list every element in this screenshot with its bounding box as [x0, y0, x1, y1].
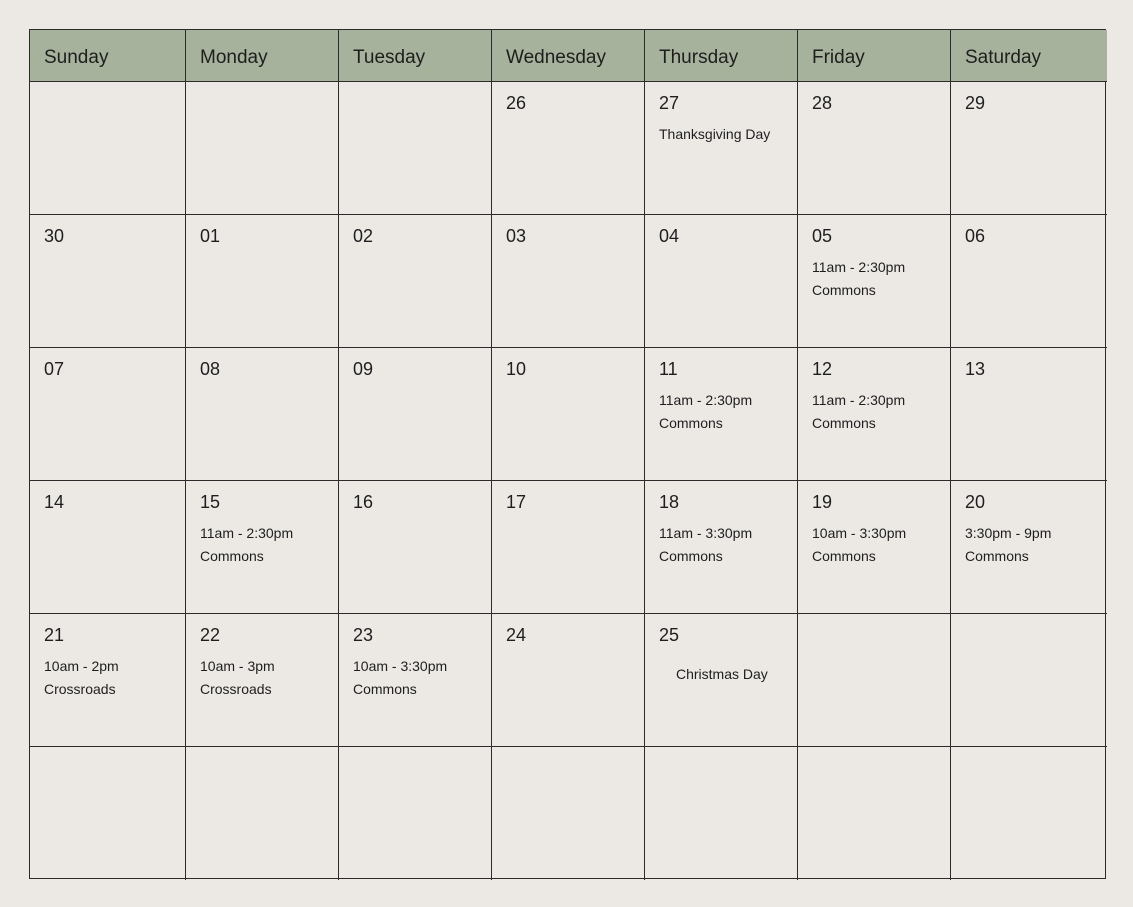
calendar-day-cell[interactable] — [339, 481, 492, 614]
event-location: Commons — [812, 282, 876, 298]
weekday-label: Friday — [812, 47, 865, 68]
event-location: Commons — [353, 681, 417, 697]
event-time: 3:30pm - 9pm — [965, 525, 1052, 541]
calendar-day-cell[interactable] — [951, 614, 1107, 747]
weekday-label: Sunday — [44, 47, 109, 68]
holiday-label: Thanksgiving Day — [659, 126, 771, 142]
event-entry[interactable] — [659, 389, 797, 435]
day-number: 13 — [965, 359, 986, 379]
event-entry[interactable] — [200, 522, 338, 568]
weekday-header-tuesday — [339, 30, 492, 82]
day-number: 02 — [353, 226, 374, 246]
weekday-header-sunday — [30, 30, 186, 82]
calendar-day-cell[interactable] — [339, 82, 492, 215]
event-entry[interactable] — [659, 522, 797, 568]
day-number: 16 — [353, 492, 374, 512]
day-number: 08 — [200, 359, 221, 379]
weekday-label: Saturday — [965, 47, 1042, 68]
day-number: 01 — [200, 226, 221, 246]
day-number: 03 — [506, 226, 527, 246]
event-location: Commons — [965, 548, 1029, 564]
calendar-day-cell[interactable] — [186, 348, 339, 481]
day-number: 10 — [506, 359, 527, 379]
calendar-day-cell[interactable] — [30, 348, 186, 481]
calendar-day-cell[interactable] — [30, 481, 186, 614]
calendar-day-cell[interactable] — [645, 481, 798, 614]
day-number: 18 — [659, 492, 680, 512]
day-number: 12 — [812, 359, 833, 379]
day-number: 27 — [659, 93, 680, 113]
day-number: 25 — [659, 625, 680, 645]
weekday-header-wednesday — [492, 30, 645, 82]
event-entry[interactable] — [812, 389, 950, 435]
event-time: 11am - 3:30pm — [659, 525, 753, 541]
event-time: 11am - 2:30pm — [200, 525, 294, 541]
calendar-day-cell[interactable] — [339, 348, 492, 481]
weekday-label: Monday — [200, 47, 268, 68]
weekday-label: Thursday — [659, 47, 739, 68]
event-location: Crossroads — [44, 681, 116, 697]
calendar-day-cell[interactable] — [645, 614, 798, 747]
calendar-day-cell[interactable] — [492, 481, 645, 614]
event-entry[interactable] — [353, 655, 491, 701]
day-number: 19 — [812, 492, 833, 512]
day-number: 24 — [506, 625, 527, 645]
event-time: 10am - 2pm — [44, 658, 119, 674]
day-number: 11 — [659, 359, 678, 379]
event-entry[interactable] — [200, 655, 338, 701]
event-entry[interactable] — [812, 256, 950, 302]
event-location: Commons — [659, 415, 723, 431]
weekday-label: Wednesday — [506, 47, 606, 68]
calendar-day-cell[interactable] — [951, 747, 1107, 880]
day-number: 22 — [200, 625, 221, 645]
day-number: 28 — [812, 93, 833, 113]
day-number: 04 — [659, 226, 680, 246]
event-time: 11am - 2:30pm — [659, 392, 753, 408]
calendar-day-cell[interactable] — [492, 215, 645, 348]
day-number: 09 — [353, 359, 374, 379]
day-number: 21 — [44, 625, 65, 645]
calendar-day-cell[interactable] — [186, 215, 339, 348]
event-location: Commons — [200, 548, 264, 564]
calendar-day-cell[interactable] — [30, 614, 186, 747]
day-number: 07 — [44, 359, 65, 379]
calendar-day-cell[interactable] — [339, 747, 492, 880]
calendar-day-cell[interactable] — [951, 348, 1107, 481]
day-number: 17 — [506, 492, 527, 512]
calendar-day-cell[interactable] — [951, 82, 1107, 215]
event-time: 11am - 2:30pm — [812, 259, 906, 275]
event-entry[interactable] — [812, 522, 950, 568]
calendar-day-cell[interactable] — [186, 82, 339, 215]
calendar-day-cell[interactable] — [186, 747, 339, 880]
day-number: 05 — [812, 226, 833, 246]
calendar-day-cell[interactable] — [30, 215, 186, 348]
calendar-day-cell[interactable] — [30, 747, 186, 880]
weekday-header-thursday — [645, 30, 798, 82]
calendar-day-cell[interactable] — [798, 82, 951, 215]
calendar-grid — [29, 29, 1106, 879]
calendar-day-cell[interactable] — [492, 348, 645, 481]
calendar-day-cell[interactable] — [186, 614, 339, 747]
calendar-day-cell[interactable] — [951, 481, 1107, 614]
calendar-day-cell[interactable] — [339, 614, 492, 747]
day-number: 29 — [965, 93, 986, 113]
weekday-label: Tuesday — [353, 47, 426, 68]
calendar-day-cell[interactable] — [492, 614, 645, 747]
event-time: 10am - 3pm — [200, 658, 275, 674]
weekday-header-friday — [798, 30, 951, 82]
day-number: 23 — [353, 625, 374, 645]
calendar-day-cell[interactable] — [798, 348, 951, 481]
calendar-day-cell[interactable] — [798, 481, 951, 614]
calendar-day-cell[interactable] — [492, 747, 645, 880]
event-entry[interactable] — [44, 655, 185, 701]
calendar-day-cell[interactable] — [645, 348, 798, 481]
calendar-day-cell[interactable] — [645, 215, 798, 348]
calendar-day-cell[interactable] — [339, 215, 492, 348]
event-location: Commons — [812, 548, 876, 564]
holiday-label: Christmas Day — [676, 666, 768, 682]
calendar-day-cell[interactable] — [645, 82, 798, 215]
weekday-header-monday — [186, 30, 339, 82]
event-location: Commons — [812, 415, 876, 431]
calendar-day-cell[interactable] — [951, 215, 1107, 348]
calendar-day-cell[interactable] — [798, 614, 951, 747]
day-number: 30 — [44, 226, 65, 246]
event-location: Crossroads — [200, 681, 272, 697]
event-time: 10am - 3:30pm — [353, 658, 448, 674]
calendar-day-cell[interactable] — [30, 82, 186, 215]
calendar-day-cell[interactable] — [798, 215, 951, 348]
event-entry[interactable] — [965, 522, 1107, 568]
calendar-day-cell[interactable] — [798, 747, 951, 880]
day-number: 14 — [44, 492, 65, 512]
event-time: 11am - 2:30pm — [812, 392, 906, 408]
calendar-day-cell[interactable] — [645, 747, 798, 880]
calendar-day-cell[interactable] — [186, 481, 339, 614]
day-number: 26 — [506, 93, 527, 113]
event-time: 10am - 3:30pm — [812, 525, 907, 541]
day-number: 20 — [965, 492, 986, 512]
calendar-day-cell[interactable] — [492, 82, 645, 215]
event-location: Commons — [659, 548, 723, 564]
weekday-header-saturday — [951, 30, 1107, 82]
day-number: 06 — [965, 226, 986, 246]
day-number: 15 — [200, 492, 221, 512]
